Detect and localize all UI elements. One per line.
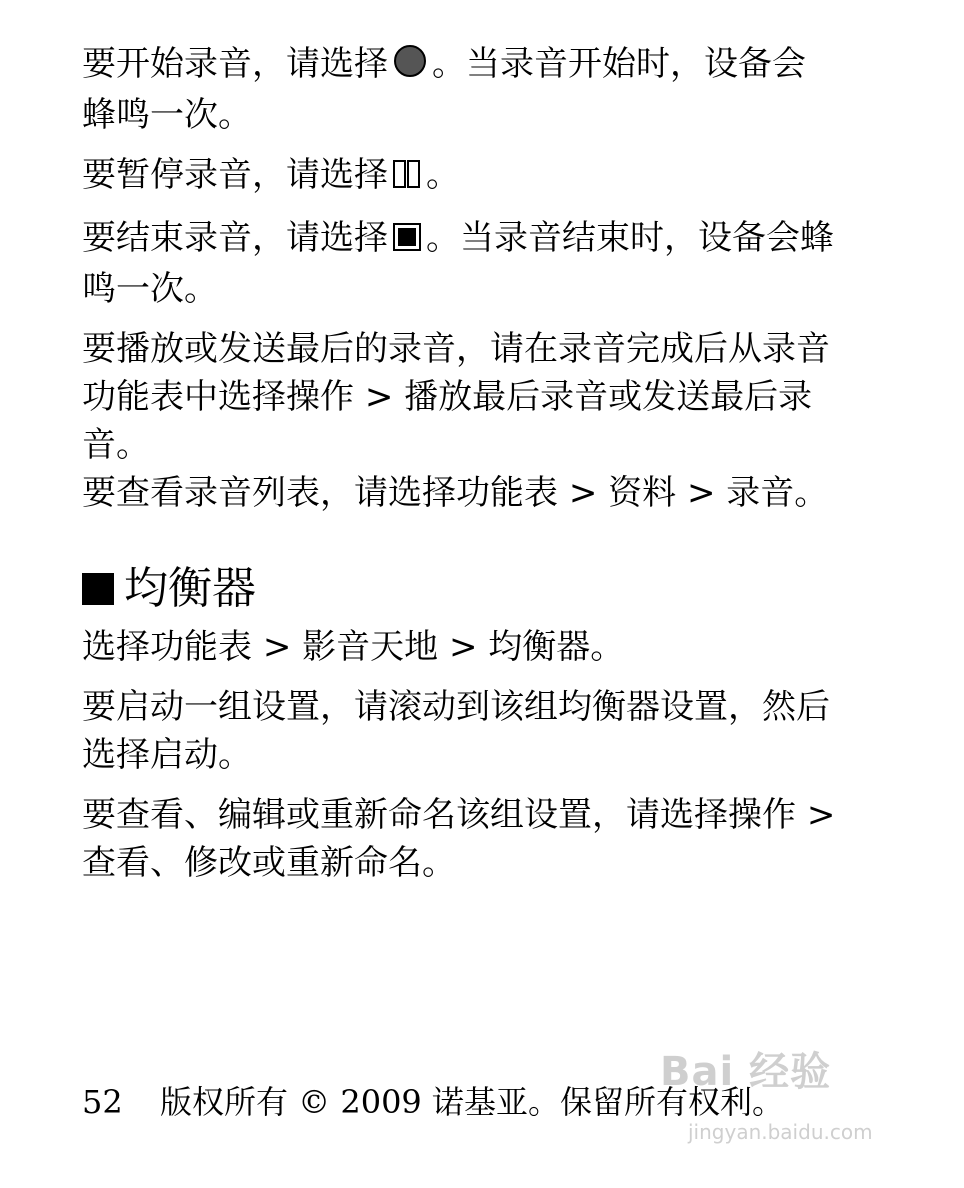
record-stop-paragraph — [82, 214, 902, 313]
text: 要结束录音，请选择 — [82, 218, 388, 258]
menu-term-menu: 功能表 — [456, 473, 558, 513]
text: 。 — [590, 627, 625, 667]
copyright-text: 版权所有 © 2009 诺基亚。保留所有权利。 — [160, 1083, 784, 1121]
text: 选择 — [82, 735, 150, 775]
text: 。 — [794, 473, 829, 513]
menu-term-data: 资料 — [608, 473, 677, 513]
text: 。当录音结束时，设备会蜂 — [426, 218, 834, 258]
stop-icon — [392, 217, 422, 265]
text: 。 — [426, 155, 460, 195]
separator: > — [262, 627, 292, 667]
text: 或 — [252, 843, 286, 883]
watermark-url: jingyan.baidu.com — [688, 1120, 873, 1144]
text: 选择 — [82, 627, 150, 667]
record-list-paragraph — [82, 469, 902, 517]
menu-term-recordings: 录音 — [726, 473, 795, 513]
menu-term-activate: 启动 — [150, 735, 218, 775]
document-body — [82, 40, 902, 887]
separator: > — [806, 795, 836, 835]
eq-activate-paragraph — [82, 683, 902, 779]
text: 要开始录音，请选择 — [82, 44, 388, 84]
text: 。 — [116, 425, 150, 465]
pause-icon — [392, 154, 422, 202]
menu-term-operation: 操作 — [728, 795, 796, 835]
text: 。当录音开始时，设备会 — [432, 44, 806, 84]
menu-term-media: 影音天地 — [302, 627, 439, 667]
menu-term-view-edit: 查看、修改 — [82, 843, 252, 883]
text: 。 — [218, 735, 252, 775]
heading-text: 均衡器 — [124, 563, 256, 614]
text: 要查看、编辑或重新命名该组设置，请选择 — [82, 795, 728, 835]
menu-term-menu: 功能表 — [150, 627, 252, 667]
record-play-paragraph — [82, 325, 902, 469]
record-icon — [392, 43, 428, 91]
separator: > — [568, 473, 598, 513]
menu-term-send-last: 发送最后录 — [642, 377, 813, 417]
text: 或 — [608, 377, 643, 417]
section-heading-equalizer — [82, 561, 902, 617]
menu-term-equalizer: 均衡器 — [488, 627, 591, 667]
watermark-brand: Bai 经验 — [660, 1049, 832, 1095]
text: 。 — [422, 843, 456, 883]
menu-term-play-last: 播放最后录音 — [404, 377, 609, 417]
record-pause-paragraph — [82, 151, 902, 202]
eq-select-paragraph — [82, 623, 902, 671]
text: 要启动一组设置，请滚动到该组均衡器设置，然后 — [82, 687, 830, 727]
separator: > — [364, 377, 394, 417]
text: 蜂鸣一次。 — [82, 95, 252, 135]
menu-term-operation: 操作 — [286, 377, 354, 417]
menu-term-rename: 重新命名 — [286, 843, 422, 883]
text: 要查看录音列表，请选择 — [82, 473, 456, 513]
text: 鸣一次。 — [82, 269, 218, 309]
separator: > — [448, 627, 478, 667]
record-start-paragraph — [82, 40, 902, 139]
separator: > — [686, 473, 716, 513]
menu-term-send-last-cont: 音 — [82, 425, 116, 465]
page-number: 52 — [82, 1083, 123, 1121]
heading-square-icon — [82, 573, 114, 605]
eq-view-paragraph — [82, 791, 902, 887]
watermark — [660, 1040, 873, 1144]
text: 要播放或发送最后的录音，请在录音完成后从录音 — [82, 329, 830, 369]
text: 要暂停录音，请选择 — [82, 155, 388, 195]
text: 功能表中选择 — [82, 377, 286, 417]
